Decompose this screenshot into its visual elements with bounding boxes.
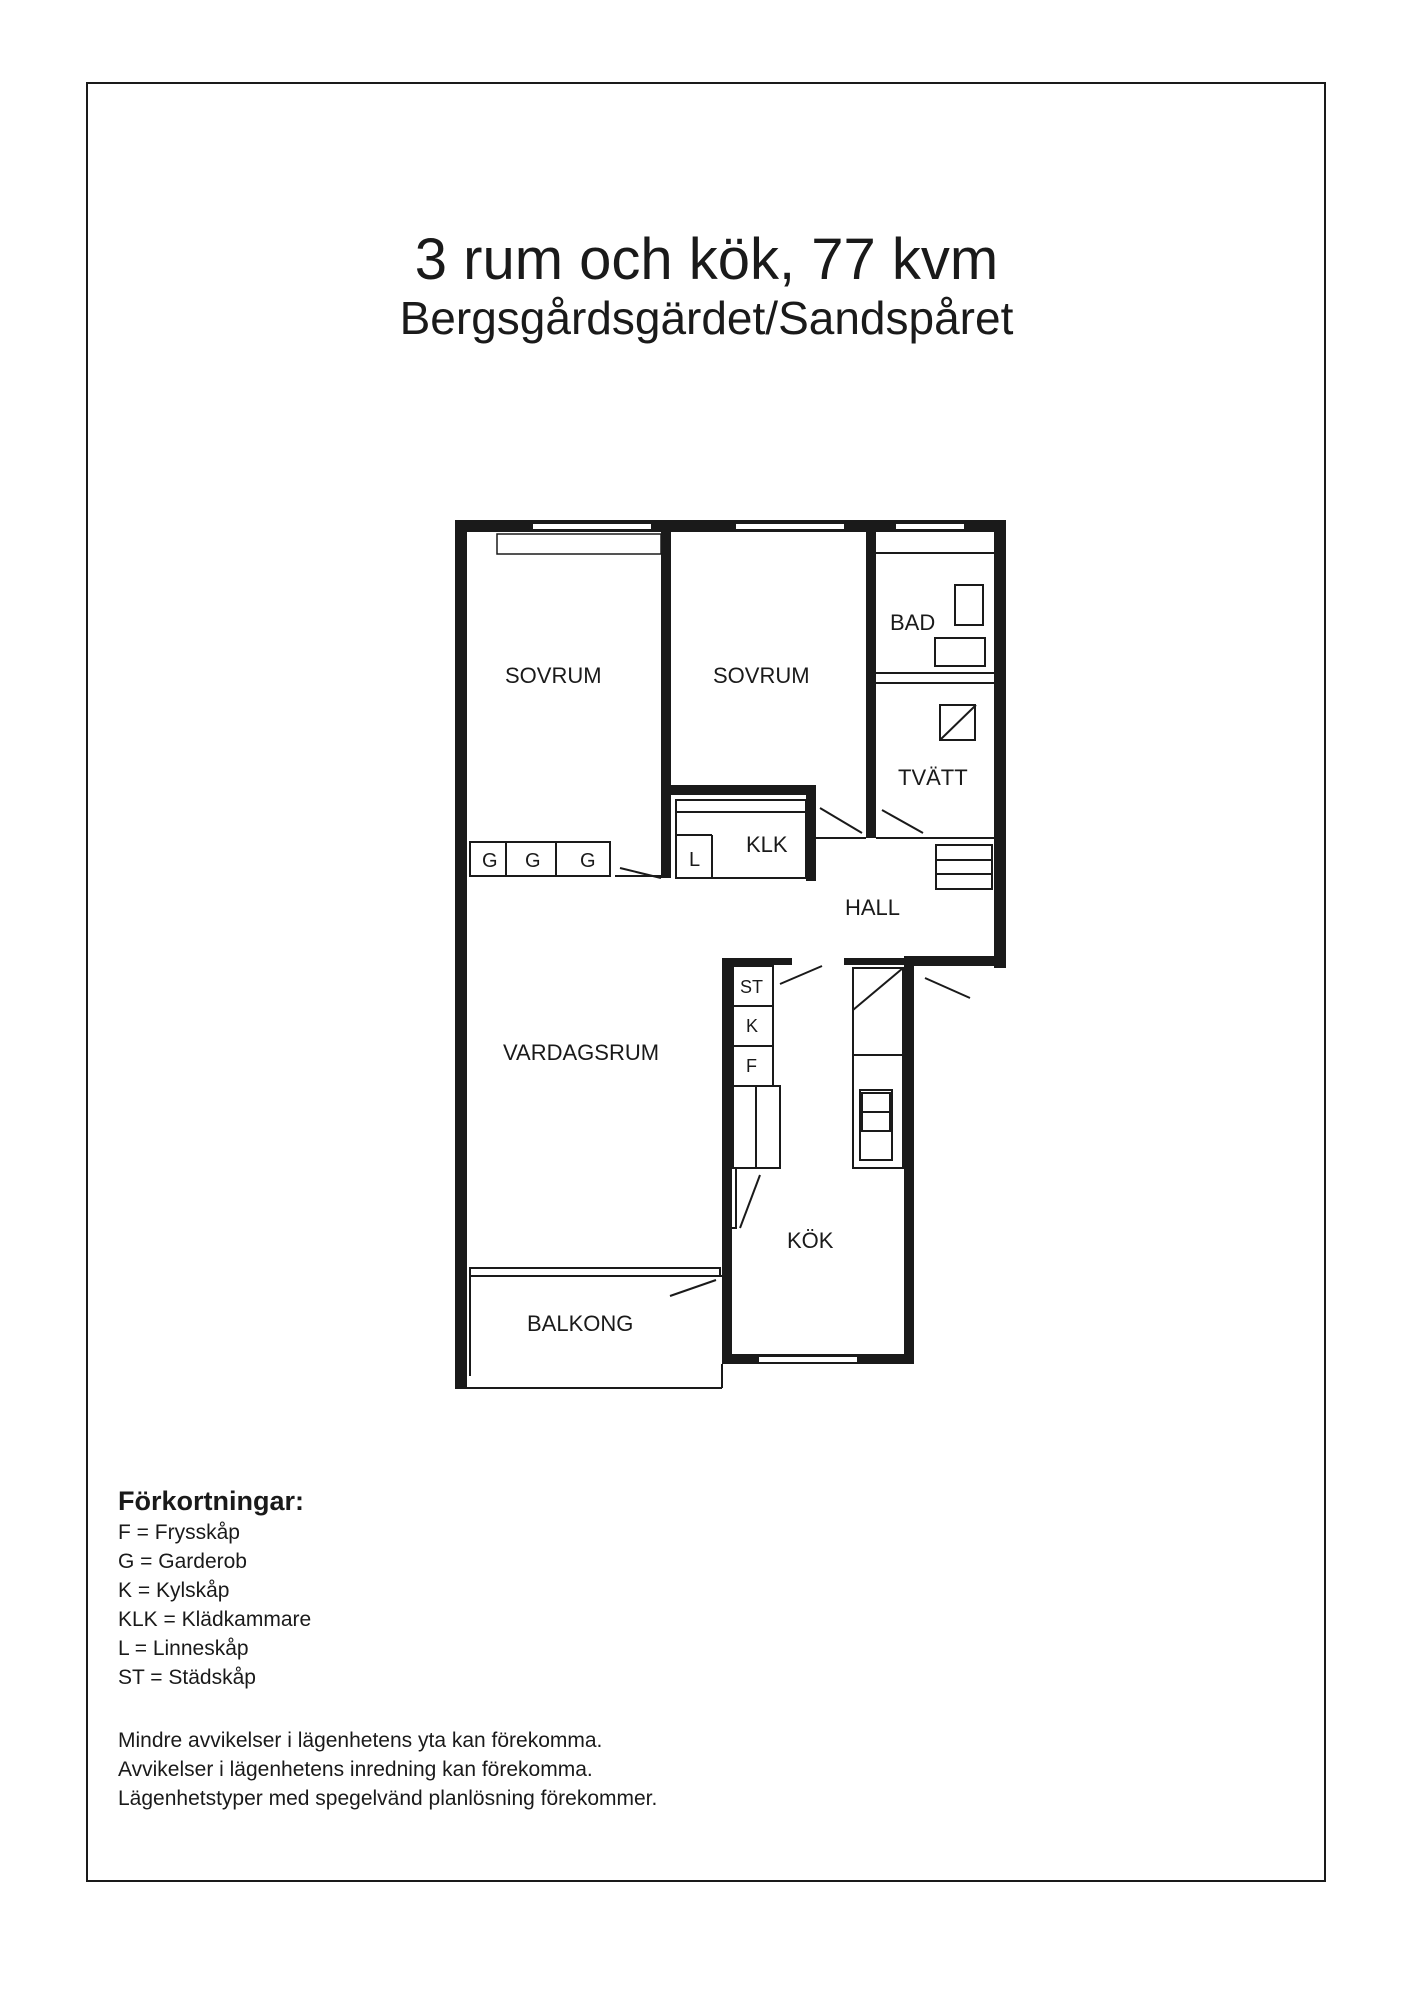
- legend-heading: Förkortningar:: [118, 1486, 304, 1516]
- storage-label-g1: G: [482, 850, 498, 872]
- legend: [118, 1484, 311, 1692]
- room-label-sovrum-1: SOVRUM: [505, 663, 602, 688]
- legend-item: G = Garderob: [118, 1550, 247, 1573]
- storage-label-f: F: [746, 1056, 757, 1076]
- legend-item: K = Kylskåp: [118, 1579, 230, 1602]
- room-label-bad: BAD: [890, 610, 936, 635]
- room-label-kok: KÖK: [787, 1228, 834, 1253]
- disclaimer-notes: [118, 1726, 657, 1813]
- storage-label-st: ST: [740, 977, 764, 997]
- storage-label-g3: G: [580, 850, 596, 872]
- outer-walls: [455, 520, 1006, 1388]
- room-label-balkong: BALKONG: [527, 1311, 634, 1336]
- storage-label-k: K: [746, 1016, 759, 1036]
- wardrobe-row: [470, 842, 661, 878]
- room-label-sovrum-2: SOVRUM: [713, 663, 810, 688]
- kitchen-counter: [853, 968, 903, 1168]
- legend-item: ST = Städskåp: [118, 1666, 256, 1689]
- room-label-vardagsrum: VARDAGSRUM: [503, 1040, 660, 1065]
- note-line: Lägenhetstyper med spegelvänd planlösning förekommer.: [118, 1787, 658, 1810]
- room-label-klk: KLK: [746, 832, 788, 857]
- legend-item: L = Linneskåp: [118, 1637, 249, 1660]
- bathroom-fixtures: [820, 553, 994, 833]
- room-label-hall: HALL: [845, 895, 901, 920]
- legend-item: F = Frysskåp: [118, 1521, 240, 1544]
- legend-item: KLK = Klädkammare: [118, 1608, 312, 1631]
- storage-label-linne: L: [689, 849, 701, 871]
- page-subtitle: Bergsgårdsgärdet/Sandspåret: [399, 292, 1014, 344]
- note-line: Mindre avvikelser i lägenhetens yta kan förekomma.: [118, 1729, 603, 1752]
- kitchen-storage: [728, 966, 780, 1228]
- note-line: Avvikelser i lägenhetens inredning kan förekomma.: [118, 1758, 593, 1781]
- room-label-tvatt: TVÄTT: [898, 765, 968, 790]
- page-title: 3 rum och kök, 77 kvm: [414, 227, 999, 292]
- storage-label-g2: G: [525, 850, 541, 872]
- klk-closet: [676, 800, 994, 878]
